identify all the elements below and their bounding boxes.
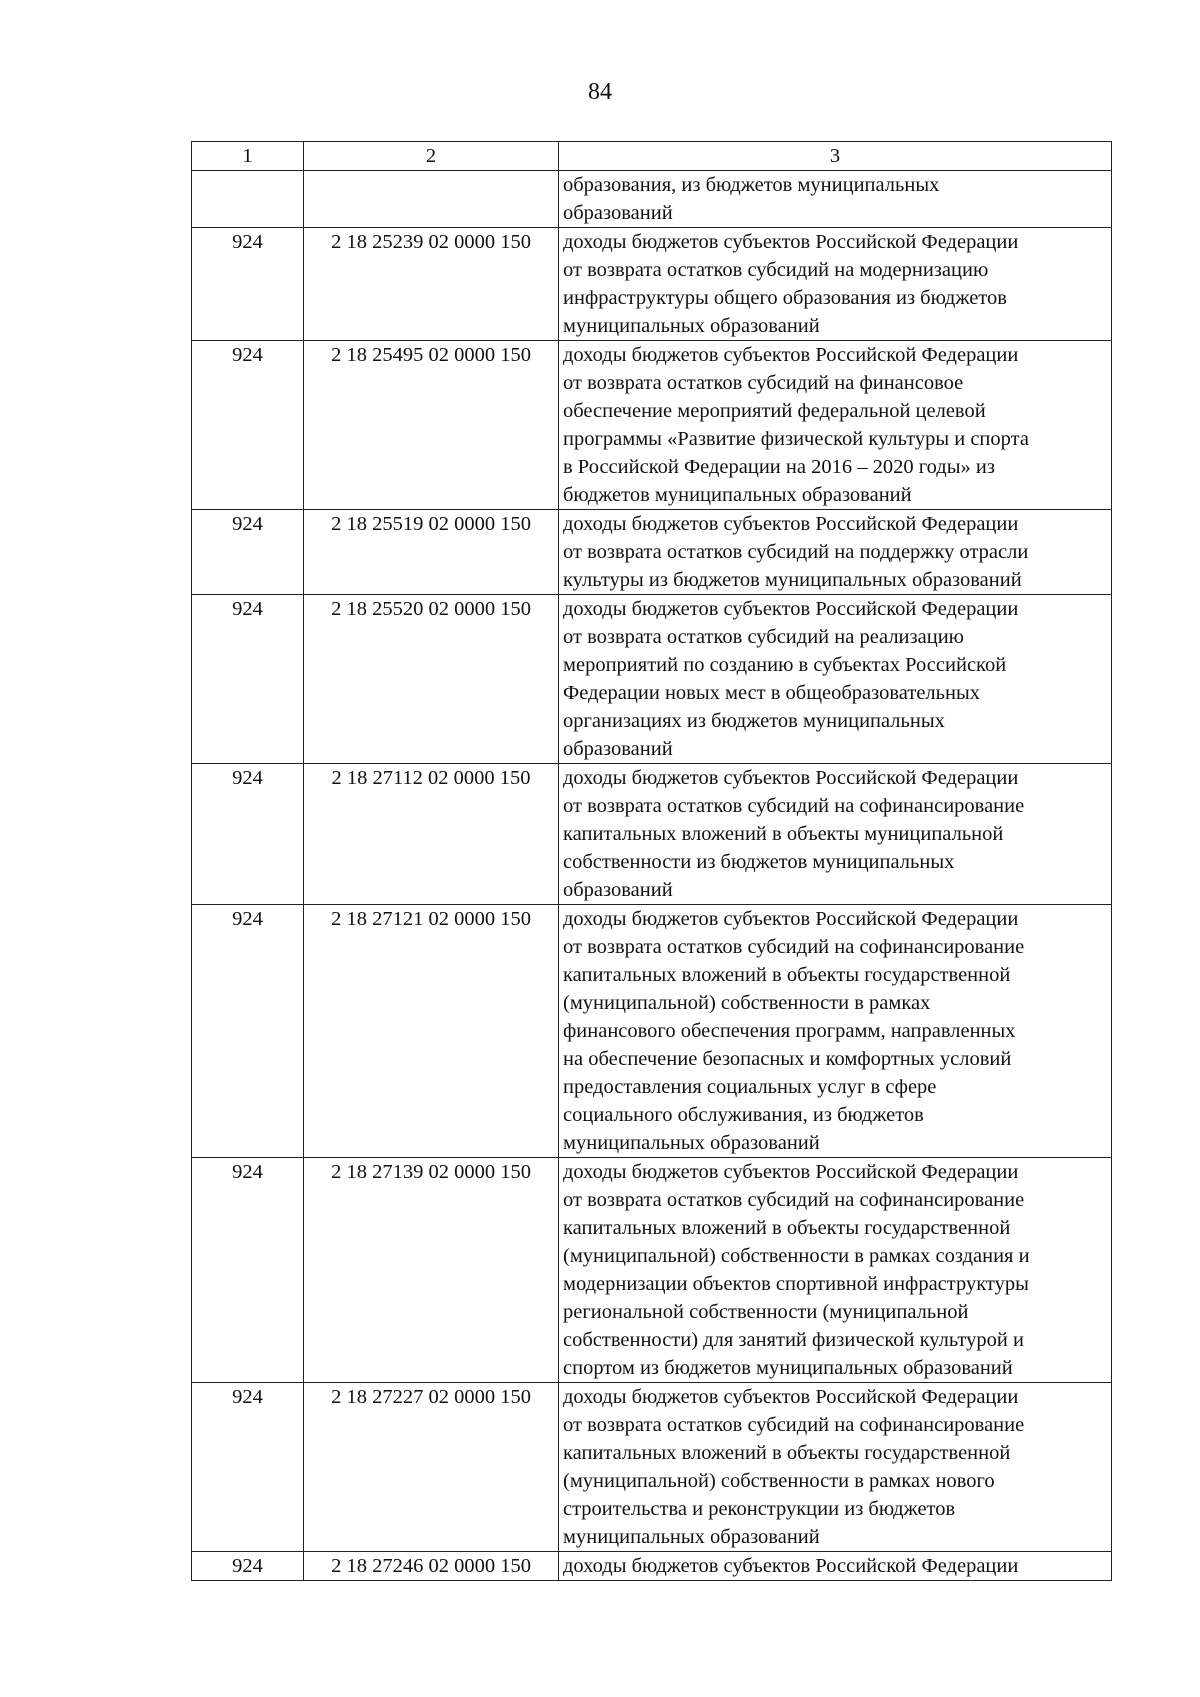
description-line: доходы бюджетов субъектов Российской Федерации: [563, 1386, 1019, 1408]
description-line: (муниципальной) собственности в рамках нового: [563, 1470, 995, 1492]
description-line: доходы бюджетов субъектов Российской Федерации: [563, 344, 1019, 366]
description-line: от возврата остатков субсидий на софинансирование: [563, 1414, 1025, 1436]
description-line: в Российской Федерации на 2016 – 2020 годы» из: [563, 456, 995, 478]
revenue-code-cell: 2 18 27227 02 0000 150: [304, 1383, 559, 1552]
description-line: региональной собственности (муниципальной: [563, 1301, 969, 1323]
description-line: от возврата остатков субсидий на финансовое: [563, 372, 964, 394]
description-cell: [559, 171, 1112, 228]
description-line: доходы бюджетов субъектов Российской Федерации: [563, 513, 1019, 535]
description-line: доходы бюджетов субъектов Российской Федерации: [563, 231, 1019, 253]
page-number: 84: [588, 79, 612, 105]
description-line: от возврата остатков субсидий на софинансирование: [563, 795, 1025, 817]
revenue-code-cell: 2 18 25520 02 0000 150: [304, 595, 559, 764]
admin-code-cell: 924: [192, 1383, 304, 1552]
description-line: капитальных вложений в объекты государственной: [563, 1217, 1011, 1239]
table-row: [192, 171, 1112, 228]
admin-code-cell: 924: [192, 1552, 304, 1581]
revenue-code-cell: 2 18 25239 02 0000 150: [304, 228, 559, 341]
table-row: [192, 1552, 1112, 1581]
description-line: образований: [563, 738, 673, 760]
description-cell: [559, 1158, 1112, 1383]
description-line: на обеспечение безопасных и комфортных условий: [563, 1048, 1012, 1070]
description-line: мероприятий по созданию в субъектах Российской: [563, 654, 1007, 676]
admin-code-cell: [192, 171, 304, 228]
description-line: капитальных вложений в объекты муниципальной: [563, 823, 1004, 845]
description-line: Федерации новых мест в общеобразовательных: [563, 682, 980, 704]
table-row: [192, 341, 1112, 510]
description-line: (муниципальной) собственности в рамках создания и: [563, 1245, 1030, 1267]
table-row: [192, 1158, 1112, 1383]
description-line: доходы бюджетов субъектов Российской Федерации: [563, 598, 1019, 620]
revenue-code-cell: [304, 171, 559, 228]
description-line: доходы бюджетов субъектов Российской Федерации: [563, 767, 1019, 789]
description-line: социального обслуживания, из бюджетов: [563, 1104, 924, 1126]
header-cell-2: 2: [304, 142, 559, 171]
admin-code-cell: 924: [192, 510, 304, 595]
description-line: инфраструктуры общего образования из бюджетов: [563, 287, 1007, 309]
description-line: от возврата остатков субсидий на софинансирование: [563, 1189, 1025, 1211]
description-cell: [559, 510, 1112, 595]
revenue-code-cell: 2 18 27112 02 0000 150: [304, 764, 559, 905]
description-line: строительства и реконструкции из бюджетов: [563, 1498, 956, 1520]
description-line: муниципальных образований: [563, 1526, 820, 1548]
description-line: программы «Развитие физической культуры и спорта: [563, 428, 1029, 450]
table-row: [192, 228, 1112, 341]
revenue-code-cell: 2 18 27246 02 0000 150: [304, 1552, 559, 1581]
table-header-row: [192, 142, 1112, 171]
admin-code-cell: 924: [192, 905, 304, 1158]
description-cell: [559, 905, 1112, 1158]
description-line: собственности из бюджетов муниципальных: [563, 851, 955, 873]
description-line: капитальных вложений в объекты государственной: [563, 964, 1011, 986]
admin-code-cell: 924: [192, 595, 304, 764]
description-line: культуры из бюджетов муниципальных образований: [563, 569, 1022, 591]
description-line: муниципальных образований: [563, 315, 820, 337]
table-row: [192, 764, 1112, 905]
description-line: спортом из бюджетов муниципальных образований: [563, 1357, 1013, 1379]
description-line: модернизации объектов спортивной инфраструктуры: [563, 1273, 1029, 1295]
admin-code-cell: 924: [192, 1158, 304, 1383]
description-line: образований: [563, 202, 673, 224]
description-line: от возврата остатков субсидий на поддержку отрасли: [563, 541, 1029, 563]
description-line: обеспечение мероприятий федеральной целевой: [563, 400, 986, 422]
description-cell: [559, 1552, 1112, 1581]
revenue-code-cell: 2 18 25519 02 0000 150: [304, 510, 559, 595]
description-line: бюджетов муниципальных образований: [563, 484, 912, 506]
description-line: от возврата остатков субсидий на реализацию: [563, 626, 964, 648]
table-body: [192, 142, 1112, 1581]
revenue-code-cell: 2 18 27121 02 0000 150: [304, 905, 559, 1158]
table-row: [192, 595, 1112, 764]
description-line: от возврата остатков субсидий на модернизацию: [563, 259, 989, 281]
table-row: [192, 905, 1112, 1158]
header-cell-3: 3: [559, 142, 1112, 171]
revenue-codes-table: [191, 141, 1112, 1581]
admin-code-cell: 924: [192, 764, 304, 905]
description-cell: [559, 595, 1112, 764]
table-row: [192, 1383, 1112, 1552]
header-cell-1: 1: [192, 142, 304, 171]
description-line: капитальных вложений в объекты государственной: [563, 1442, 1011, 1464]
description-line: доходы бюджетов субъектов Российской Федерации: [563, 1555, 1019, 1577]
description-cell: [559, 764, 1112, 905]
description-line: образований: [563, 879, 673, 901]
table-row: [192, 510, 1112, 595]
description-cell: [559, 341, 1112, 510]
description-line: организациях из бюджетов муниципальных: [563, 710, 945, 732]
description-line: финансового обеспечения программ, направленных: [563, 1020, 1016, 1042]
description-line: собственности) для занятий физической культурой и: [563, 1329, 1024, 1351]
revenue-code-cell: 2 18 25495 02 0000 150: [304, 341, 559, 510]
description-line: от возврата остатков субсидий на софинансирование: [563, 936, 1025, 958]
description-line: предоставления социальных услуг в сфере: [563, 1076, 937, 1098]
description-line: доходы бюджетов субъектов Российской Федерации: [563, 908, 1019, 930]
admin-code-cell: 924: [192, 228, 304, 341]
admin-code-cell: 924: [192, 341, 304, 510]
description-line: муниципальных образований: [563, 1132, 820, 1154]
description-cell: [559, 228, 1112, 341]
revenue-code-cell: 2 18 27139 02 0000 150: [304, 1158, 559, 1383]
description-line: (муниципальной) собственности в рамках: [563, 992, 931, 1014]
description-cell: [559, 1383, 1112, 1552]
description-line: доходы бюджетов субъектов Российской Федерации: [563, 1161, 1019, 1183]
description-line: образования, из бюджетов муниципальных: [563, 174, 940, 196]
